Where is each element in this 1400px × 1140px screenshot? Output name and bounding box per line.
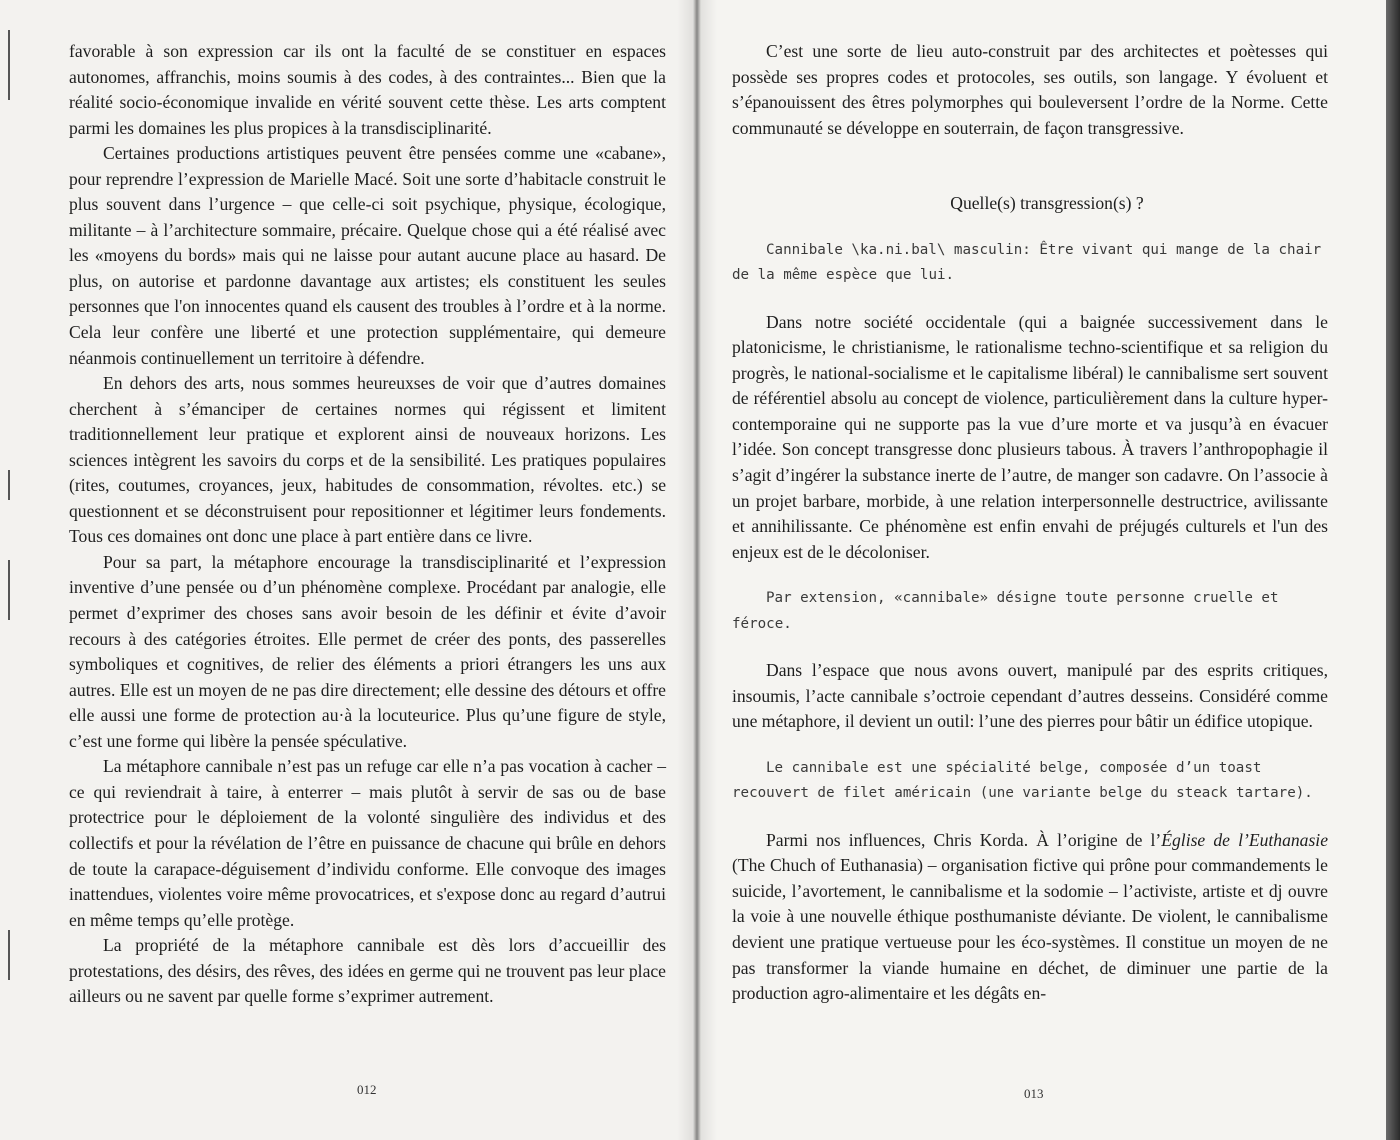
right-page <box>697 0 1387 1140</box>
definition-text: Cannibale \ka.ni.bal\ masculin: Être vivant qui mange de la chair de la même espèce que lui. <box>732 241 1322 284</box>
paragraph-rest: (The Chuch of Euthanasia) – organisation fictive qui prône pour commandements le suicide, l’avortement, le cannibalisme et la sodomie – l’activiste, artiste et dj ouvre la voie à une nouvelle éthique posthumaniste déviante. De violent, le cannibalisme devient une pratique vertueuse pour les éco-systèmes. Il constitue un moyen de ne pas transformer la viande humaine en déchet, de diminuer une partie de la production agro-alimentaire et les dégâts en- <box>732 855 1328 1004</box>
page-edge-mark <box>8 560 10 620</box>
intro-paragraph: C’est une sorte de lieu auto-construit par des architectes et poètesses qui possède ses propres codes et protocoles, ses outils, son langage. Y évoluent et s’épanouissent des êtres polymorphes qui bouleversent l’ordre de la Norme. Cette communauté se développe en souterrain, de façon transgressive. <box>732 41 1328 138</box>
book-gutter <box>677 0 717 1140</box>
page-edge <box>1386 0 1400 1140</box>
paragraph: favorable à son expression car ils ont la faculté de se constituer en espaces autonomes, affranchis, moins soumis à des codes, à des contraintes... Bien que la réalité socio-économique invalide en vérité souvent cette thèse. Les arts comptent parmi les domaines les plus propices à la transdisciplinarité. <box>69 41 666 138</box>
paragraph: Certaines productions artistiques peuvent être pensées comme une «cabane», pour reprendre l’expression de Marielle Macé. Soit une sorte d’habitacle construit le plus souvent dans l’urgence – que celle-ci soit psychique, physique, écologique, militante – à l’architecture sommaire, précaire. Quelque chose qui a été réalisé avec les «moyens du bords» mais qui ne laisse pour autant aucune place au hasard. De plus, on autorise et pardonne davantage aux artistes; els constituent les seules personnes que l'on innocentes quand els causent des troubles à l’ordre et à la norme. Cela leur confère une liberté et une protection supplémentaire, qui demeure néanmois continuellement un territoire à défendre. <box>69 143 666 368</box>
italic-title: Église de l’Euthanasie <box>1161 829 1328 850</box>
paragraph-start: Parmi nos influences, Chris Korda. À l’origine de l’ <box>766 829 1162 850</box>
left-page <box>0 0 697 1140</box>
paragraph: Dans notre société occidentale (qui a baignée successivement dans le platonicisme, le christianisme, le rationalisme techno-scientifique et sa religion du progrès, le national-socialisme et le capitalisme libéral) le cannibalisme sert souvent de référentiel absolu au concept de violence, particulièrement dans la culture hyper-contemporaine qui ne supporte pas la vue d’ure morte et va jusqu’à en évacuer l’idée. Son concept transgresse donc plusieurs tabous. À travers l’anthropophagie il s’agit d’ingérer la substance inerte de l’autre, de manger son cadavre. On l’associe à un projet barbare, morbide, à une relation interpersonnelle destructrice, avilissante et annihilissante. Ce phénomène est enfin envahi de préjugés culturels et l'un des enjeux est de le décoloniser. <box>732 311 1328 562</box>
paragraph: Pour sa part, la métaphore encourage la transdisciplinarité et l’expression inventive d’une pensée ou d’un phénomène complexe. Procédant par analogie, elle permet d’exprimer des choses sans avoir besoin de les définir et évite d’avoir recours à des catégories étroites. Elle permet de créer des ponts, des passerelles symboliques et cognitives, de relier des éléments a priori étrangers les uns aux autres. Elle est un moyen de ne pas dire directement; elle dessine des détours et offre elle aussi une forme de protection au·à la locuteurice. Plus qu’une figure de style, c’est une forme qui libère la pensée spéculative. <box>69 551 666 751</box>
section-heading: Quelle(s) transgression(s) ? <box>950 193 1144 214</box>
definition-text: Le cannibale est une spécialité belge, composée d’un toast recouvert de filet américain (une variante belge du steack tartare). <box>732 759 1313 802</box>
page-number-left: 012 <box>357 1082 377 1097</box>
definition-text: Par extension, «cannibale» désigne toute personne cruelle et féroce. <box>732 590 1279 632</box>
page-edge-mark <box>8 30 10 100</box>
left-body-text <box>69 39 666 1010</box>
paragraph: La propriété de la métaphore cannibale est dès lors d’accueillir des protestations, des désirs, des rêves, des idées en germe qui ne trouvent pas leur place ailleurs ou ne savent par quelle forme s’exprimer autrement. <box>69 935 666 1007</box>
right-body-text <box>732 39 1328 1007</box>
page-edge-mark <box>8 470 10 500</box>
paragraph: En dehors des arts, nous sommes heureuxses de voir que d’autres domaines cherchent à s’émanciper de certaines normes qui régissent et limitent traditionnellement leur pratique et explorent ainsi de nouveaux horizons. Les sciences intègrent les savoirs du corps et de la sensibilité. Les pratiques populaires (rites, coutumes, croyances, jeux, habitudes de consommation, révoltes. etc.) se questionnent et se déconstruisent pour repositionner et légitimer leurs fondements. Tous ces domaines ont donc une place à part entière dans ce livre. <box>69 373 666 547</box>
page-edge-mark <box>8 930 10 980</box>
paragraph <box>732 828 1328 1007</box>
page-number-right: 013 <box>1024 1086 1044 1101</box>
paragraph: La métaphore cannibale n’est pas un refuge car elle n’a pas vocation à cacher – ce qui reviendrait à taire, à enterrer – mais plutôt à servir de sas ou de base protectrice pour le déploiement de la volonté singulière des individus et des collectifs et pour la révélation de l’être en puissance de chacune qui brûle en dehors de toute la carapace-déguisement d’individu conforme. Elle convoque des images inattendues, violentes voire même provocatrices, et s'expose donc au regard d’autrui en même temps qu’elle protège. <box>69 756 666 930</box>
paragraph: Dans l’espace que nous avons ouvert, manipulé par des esprits critiques, insoumis, l’acte cannibale s’octroie cependant d’autres desseins. Considéré comme une métaphore, il devient un outil: l’une des pierres pour bâtir un édifice utopique. <box>732 660 1328 732</box>
